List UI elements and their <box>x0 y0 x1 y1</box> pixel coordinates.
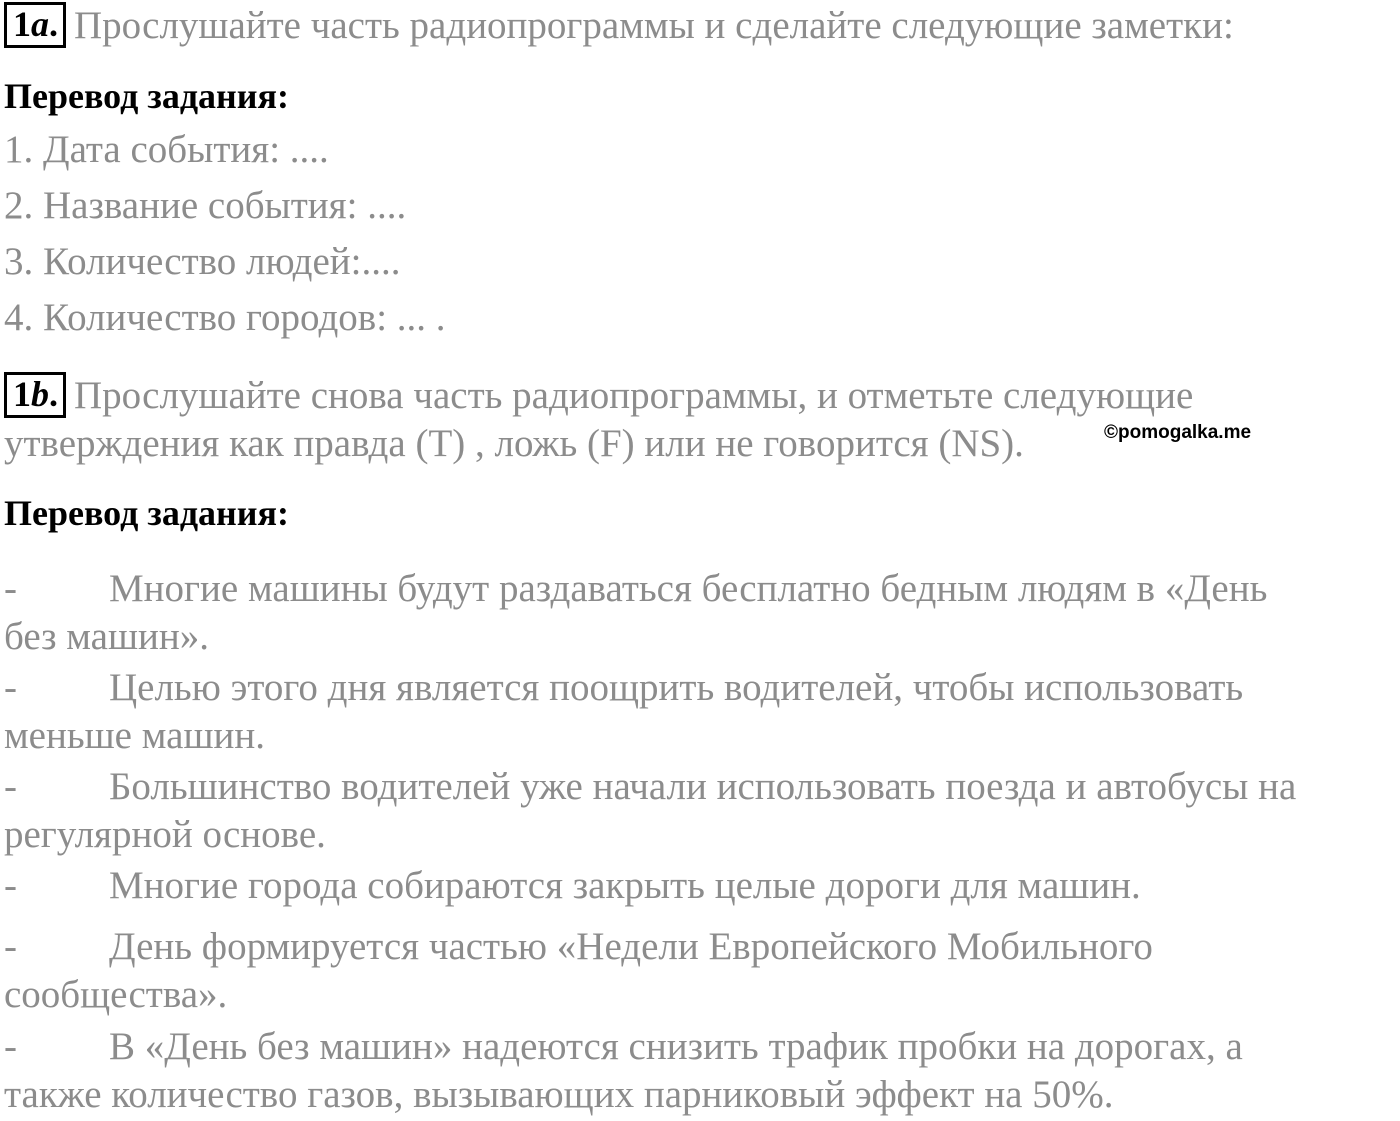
task-dot: . <box>49 4 58 44</box>
statement-2-line2: меньше машин. <box>4 714 265 757</box>
task-number-box <box>4 372 66 418</box>
note-item-1: 1. Дата события: .... <box>4 128 329 171</box>
task-1a <box>4 2 1234 50</box>
statement-5-line2: сообщества». <box>4 973 228 1016</box>
task-dot: . <box>49 374 58 414</box>
statement-text: Большинство водителей уже начали использовать поезда и автобусы на <box>109 765 1297 808</box>
statement-5-line1 <box>4 923 1153 971</box>
task-number: 1 <box>13 4 31 44</box>
dash: - <box>4 765 17 808</box>
task-letter: a <box>31 4 49 44</box>
statement-text: В «День без машин» надеются снизить трафик пробки на дорогах, а <box>109 1025 1243 1068</box>
translation-heading-a: Перевод задания: <box>4 76 289 116</box>
task-1a-text: Прослушайте часть радиопрограммы и сделайте следующие заметки: <box>74 4 1234 47</box>
task-1b-text-line1: Прослушайте снова часть радиопрограммы, и отметьте следующие <box>74 374 1194 417</box>
note-item-4: 4. Количество городов: ... . <box>4 296 446 339</box>
task-1b <box>4 372 1193 420</box>
task-number: 1 <box>13 374 31 414</box>
statement-3-line1 <box>4 763 1296 811</box>
statement-1-line2: без машин». <box>4 615 210 658</box>
dash: - <box>4 567 17 610</box>
dash: - <box>4 925 17 968</box>
statement-6-line2: также количество газов, вызывающих парниковый эффект на 50%. <box>4 1073 1114 1116</box>
translation-heading-b: Перевод задания: <box>4 493 289 533</box>
statement-text: Целью этого дня является поощрить водителей, чтобы использовать <box>109 666 1244 709</box>
statement-text: День формируется частью «Недели Европейского Мобильного <box>109 925 1153 968</box>
statement-2-line1 <box>4 664 1243 712</box>
watermark: ©pomogalka.me <box>1104 422 1252 443</box>
task-number-box <box>4 2 66 48</box>
dash: - <box>4 666 17 709</box>
statement-1-line1 <box>4 565 1267 613</box>
statement-text: Многие города собираются закрыть целые дороги для машин. <box>109 864 1141 907</box>
task-1b-text-line2: утверждения как правда (T) , ложь (F) или не говорится (NS). <box>4 422 1024 465</box>
note-item-3: 3. Количество людей:.... <box>4 240 401 283</box>
statement-text: Многие машины будут раздаваться бесплатно бедным людям в «День <box>109 567 1268 610</box>
task-letter: b <box>31 374 49 414</box>
dash: - <box>4 864 17 907</box>
dash: - <box>4 1025 17 1068</box>
statement-6-line1 <box>4 1023 1243 1071</box>
statement-3-line2: регулярной основе. <box>4 813 326 856</box>
statement-4-line1 <box>4 862 1141 910</box>
note-item-2: 2. Название события: .... <box>4 184 407 227</box>
